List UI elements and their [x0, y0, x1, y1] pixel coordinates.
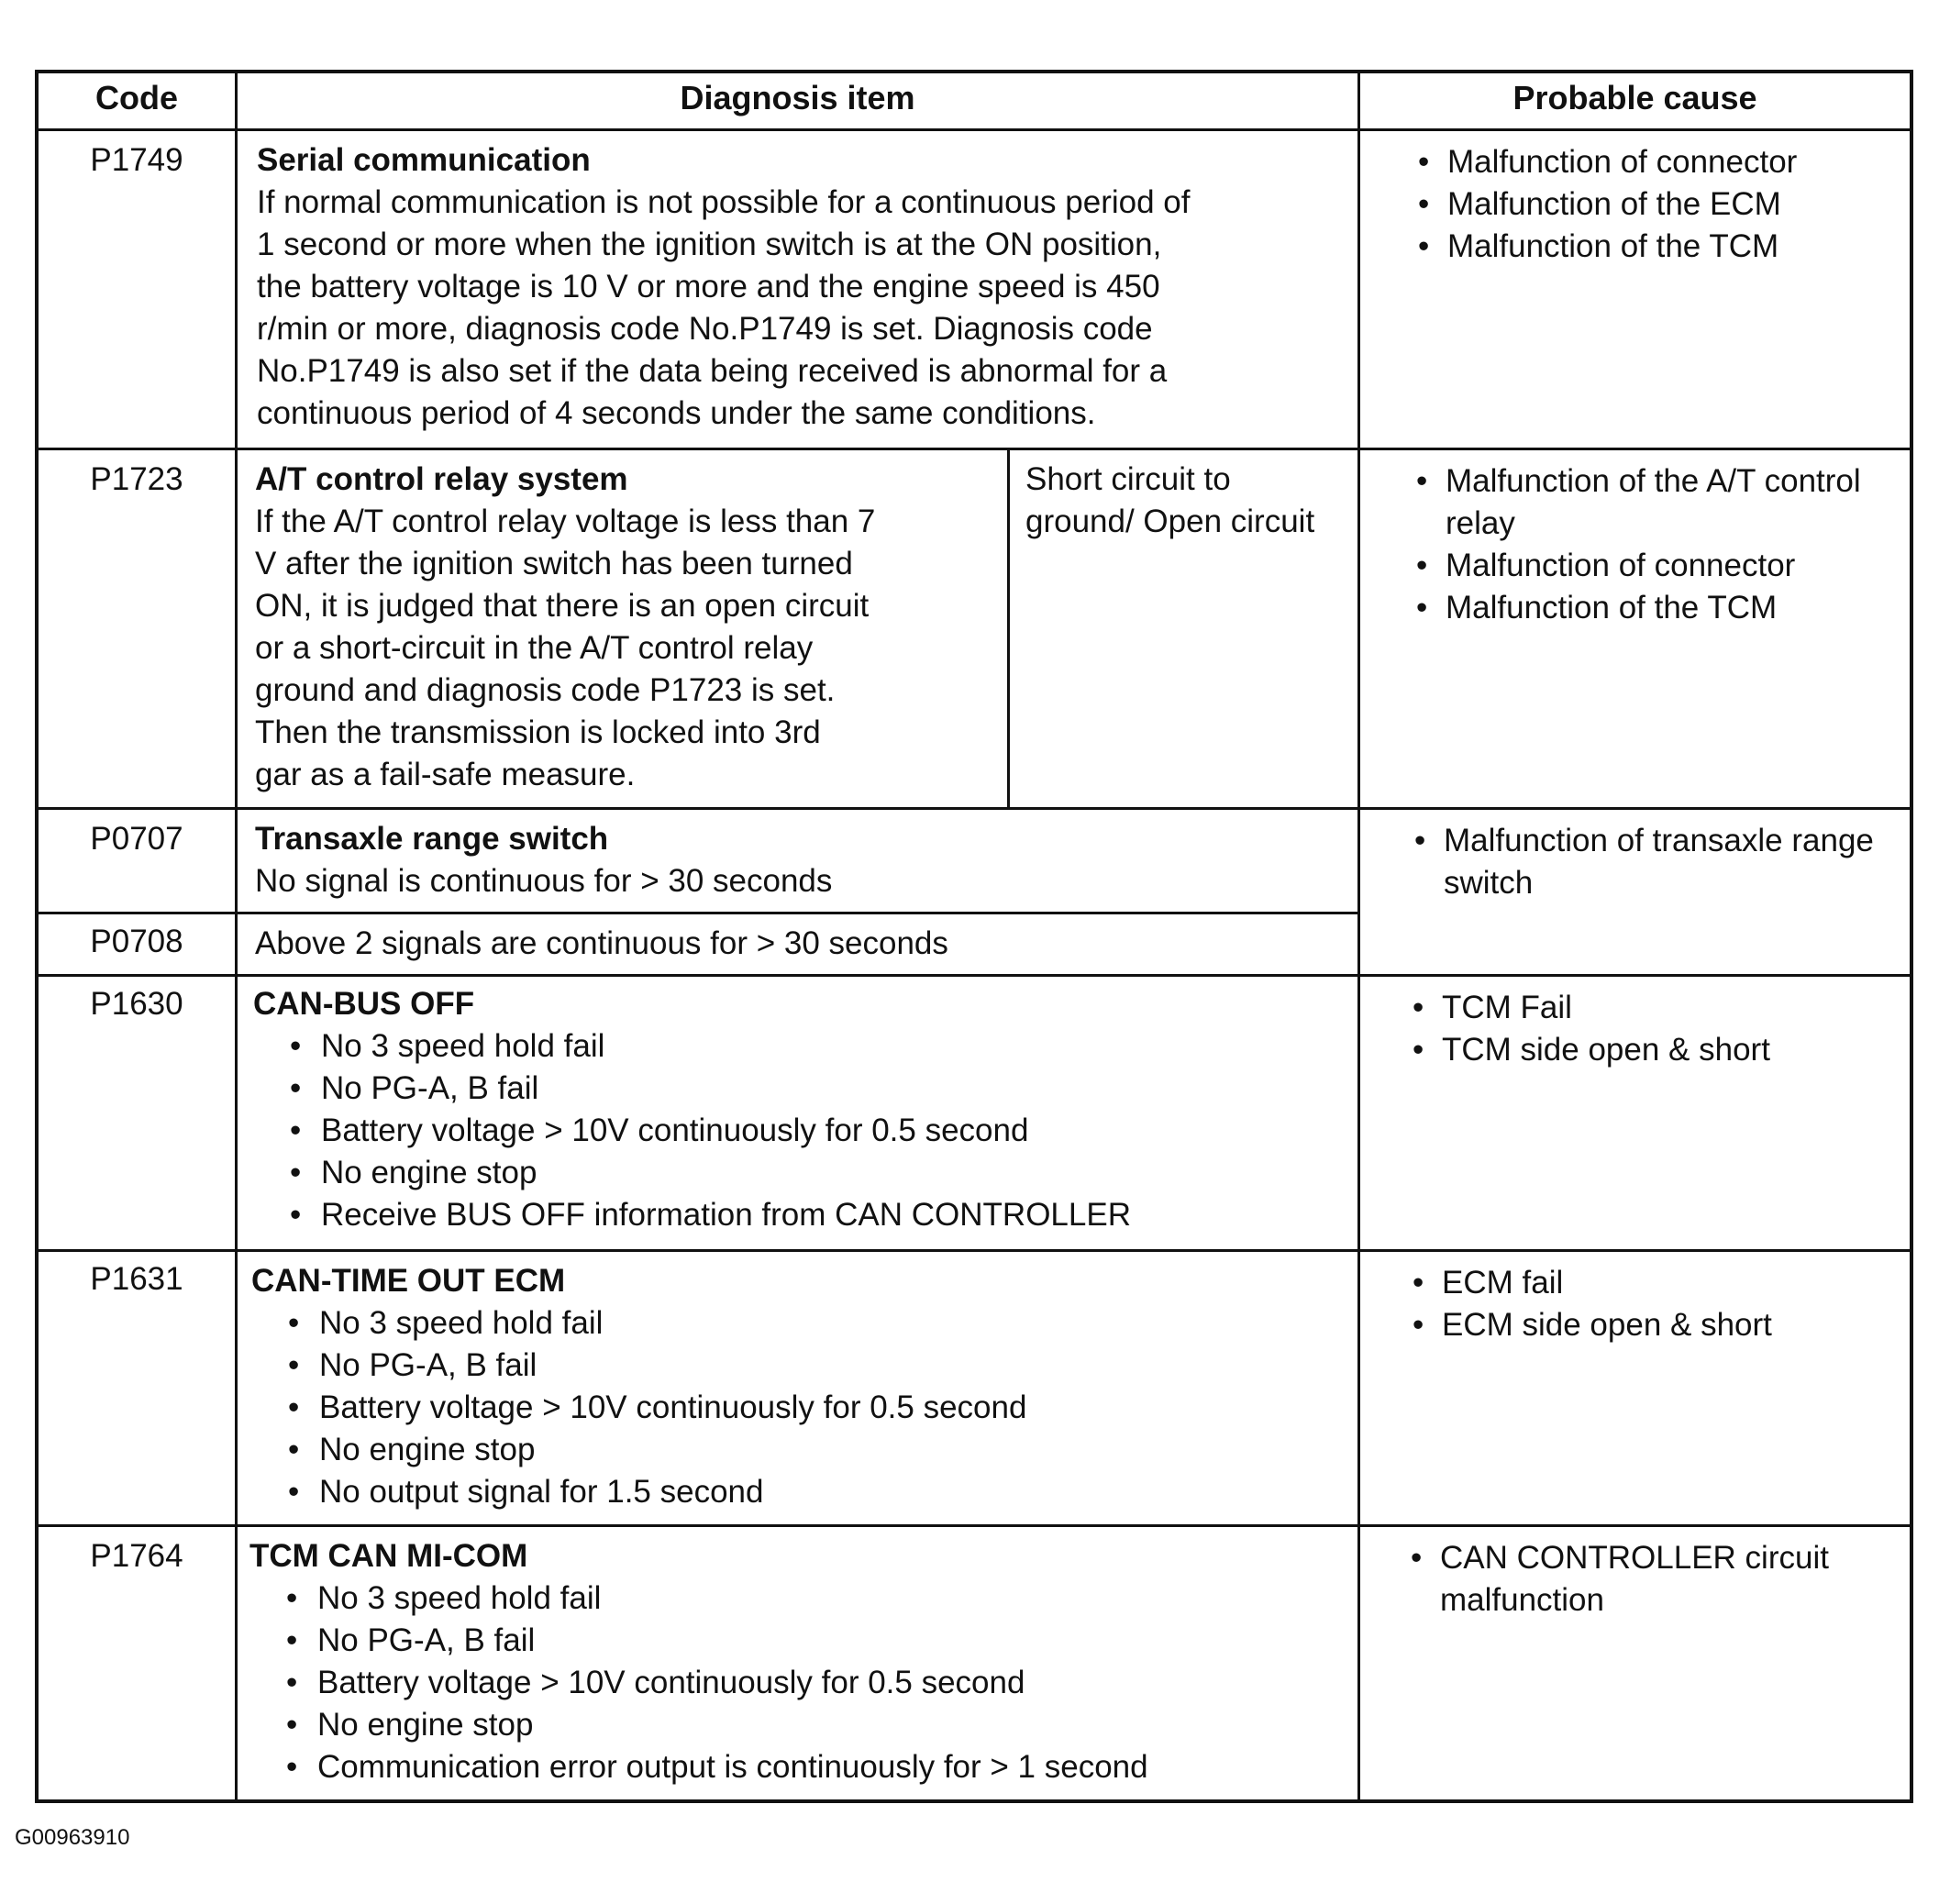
- diagnosis-title: A/T control relay system: [255, 461, 628, 497]
- note-line: Short circuit to: [1025, 461, 1231, 497]
- condition-item: • No engine stop: [281, 1704, 1350, 1746]
- diagnosis-text-line: No.P1749 is also set if the data being received is abnormal for a: [257, 353, 1168, 389]
- cause-item: • CAN CONTROLLER circuit malfunction: [1405, 1537, 1908, 1622]
- header-probable-cause: Probable cause: [1512, 79, 1757, 116]
- cause-p1764: [1405, 1537, 1908, 1622]
- diagnosis-text-line: ground and diagnosis code P1723 is set.: [255, 672, 836, 708]
- row-divider-6: [35, 1524, 1913, 1527]
- diagnosis-text-line: continuous period of 4 seconds under the same conditions.: [257, 395, 1096, 431]
- condition-item: • No engine stop: [283, 1429, 1347, 1471]
- diagnosis-text-line: the battery voltage is 10 V or more and the engine speed is 450: [257, 269, 1160, 304]
- cause-p1630: [1407, 987, 1902, 1071]
- condition-item: • No 3 speed hold fail: [284, 1025, 1349, 1068]
- code-p1631: P1631: [90, 1261, 183, 1297]
- diagnosis-p0708: Above 2 signals are continuous for > 30 seconds: [255, 925, 948, 961]
- diagnosis-title: CAN-TIME OUT ECM: [251, 1263, 566, 1299]
- diagnosis-text-line: r/min or more, diagnosis code No.P1749 is set. Diagnosis code: [257, 311, 1153, 347]
- cause-item: • Malfunction of connector: [1411, 545, 1906, 587]
- cause-item: • Malfunction of the ECM: [1413, 183, 1908, 226]
- col-divider-note: [1007, 449, 1010, 809]
- condition-item: • No 3 speed hold fail: [281, 1577, 1350, 1620]
- cause-item: • Malfunction of the A/T control relay: [1411, 460, 1906, 545]
- condition-item: • Communication error output is continuously for > 1 second: [281, 1746, 1350, 1788]
- col-divider-code: [235, 70, 238, 1803]
- diagnosis-text-line: gar as a fail-safe measure.: [255, 757, 636, 792]
- condition-item: • No engine stop: [284, 1152, 1349, 1194]
- code-p1749: P1749: [90, 142, 183, 178]
- diagnosis-text-line: If normal communication is not possible for a continuous period of: [257, 184, 1191, 220]
- code-p1723: P1723: [90, 461, 183, 497]
- header-diagnosis-item: Diagnosis item: [680, 79, 915, 116]
- diagnosis-p1630: [253, 983, 1349, 1236]
- diagnosis-p1749: [257, 139, 1348, 435]
- cause-item: • ECM side open & short: [1407, 1304, 1902, 1346]
- cause-item: • TCM Fail: [1407, 987, 1902, 1029]
- diagnosis-p1723: [255, 459, 1003, 796]
- row-divider-5: [35, 1249, 1913, 1252]
- row-divider-3: [35, 912, 1357, 914]
- condition-item: • No PG-A, B fail: [283, 1345, 1347, 1387]
- cause-item: • Malfunction of the TCM: [1411, 587, 1906, 629]
- diagnosis-text-line: Then the transmission is locked into 3rd: [255, 714, 821, 750]
- diagnosis-title: CAN-BUS OFF: [253, 986, 475, 1022]
- cause-item: • TCM side open & short: [1407, 1029, 1902, 1071]
- code-p1764: P1764: [90, 1538, 183, 1574]
- note-line: ground/ Open circuit: [1025, 504, 1315, 539]
- diagnosis-text-line: V after the ignition switch has been turned: [255, 546, 853, 581]
- cause-item: • Malfunction of connector: [1413, 141, 1908, 183]
- cause-p1723: [1411, 460, 1906, 629]
- condition-item: • Battery voltage > 10V continuously for 0.5 second: [283, 1387, 1347, 1429]
- figure-id: G00963910: [15, 1825, 130, 1850]
- cause-item: • Malfunction of the TCM: [1413, 226, 1908, 268]
- condition-item: • No PG-A, B fail: [281, 1620, 1350, 1662]
- row-divider-1: [35, 448, 1913, 450]
- condition-item: • Battery voltage > 10V continuously for 0.5 second: [281, 1662, 1350, 1704]
- header-code: Code: [95, 79, 178, 116]
- diagnosis-text-line: 1 second or more when the ignition switch is at the ON position,: [257, 227, 1162, 262]
- diagnosis-p0707: [255, 818, 1346, 902]
- diagnosis-text-line: or a short-circuit in the A/T control relay: [255, 630, 814, 666]
- diagnosis-p1631: [251, 1260, 1347, 1513]
- cause-p1631: [1407, 1262, 1902, 1346]
- cause-p0707-p0708: [1409, 820, 1904, 904]
- cause-p1749: [1413, 141, 1908, 268]
- cause-item: • ECM fail: [1407, 1262, 1902, 1304]
- diagnosis-title: TCM CAN MI-COM: [249, 1538, 528, 1574]
- condition-item: • No output signal for 1.5 second: [283, 1471, 1347, 1513]
- note-p1723: [1025, 459, 1356, 543]
- cause-item: • Malfunction of transaxle range switch: [1409, 820, 1904, 904]
- row-divider-header: [35, 128, 1913, 131]
- diagnosis-title: Serial communication: [257, 142, 591, 178]
- diagnosis-text-line: If the A/T control relay voltage is less than 7: [255, 504, 876, 539]
- col-divider-cause: [1357, 70, 1360, 1803]
- diagnosis-text-line: ON, it is judged that there is an open circuit: [255, 588, 870, 624]
- condition-item: • No 3 speed hold fail: [283, 1302, 1347, 1345]
- diagnosis-title: Transaxle range switch: [255, 821, 609, 857]
- row-divider-4: [35, 974, 1913, 977]
- code-p0708: P0708: [90, 924, 183, 959]
- condition-item: • Battery voltage > 10V continuously for 0.5 second: [284, 1110, 1349, 1152]
- code-p1630: P1630: [90, 986, 183, 1022]
- condition-item: • Receive BUS OFF information from CAN CONTROLLER: [284, 1194, 1349, 1236]
- code-p0707: P0707: [90, 821, 183, 857]
- row-divider-2: [35, 807, 1913, 810]
- diagnosis-p1764: [249, 1535, 1350, 1788]
- condition-item: • No PG-A, B fail: [284, 1068, 1349, 1110]
- diagnosis-text-line: No signal is continuous for > 30 seconds: [255, 863, 833, 899]
